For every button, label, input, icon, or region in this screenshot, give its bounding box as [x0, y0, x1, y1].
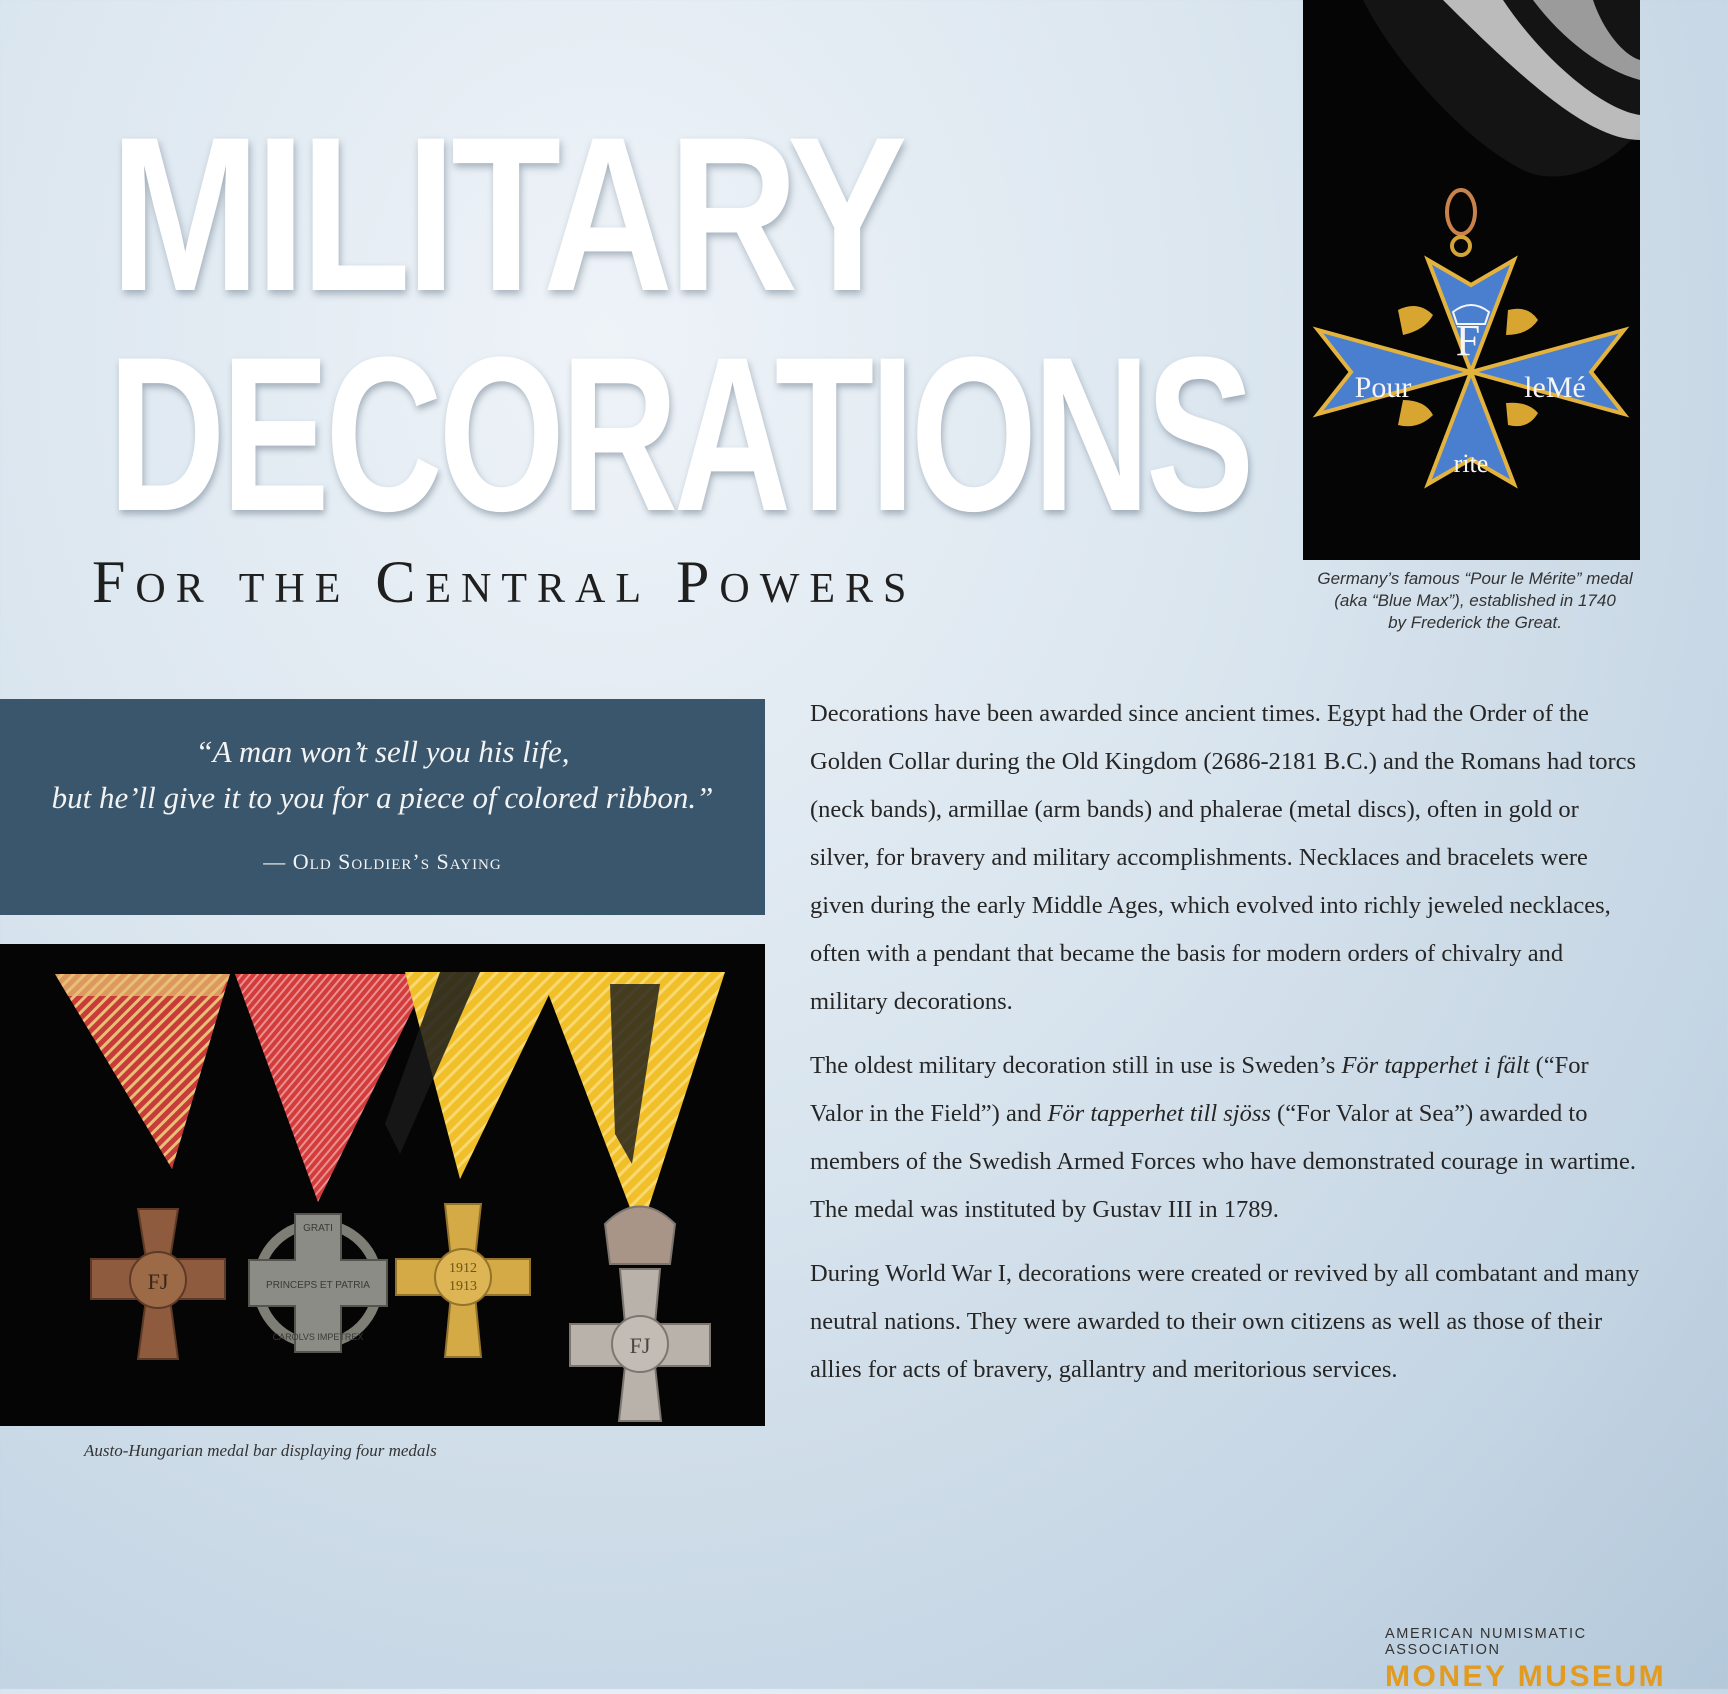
medal3-year-b: 1913 — [449, 1279, 477, 1294]
pour-le-merite-photo — [1303, 0, 1640, 560]
medal1-monogram: FJ — [147, 1269, 169, 1294]
paragraph-3: During World War I, decorations were created or revived by all combatant and many neutral nations. They were awarded to their own citizens as well as those of their allies for acts of bravery, gallantry and meritorious services. — [810, 1260, 1640, 1383]
medal-bar-illustration — [0, 944, 765, 1426]
body-text — [810, 690, 1640, 1410]
medal-text-right: leMé — [1524, 371, 1586, 404]
money-museum-logo — [1385, 1626, 1670, 1694]
pour-le-merite-caption: Germany’s famous “Pour le Mérite” medal (aka “Blue Max”), established in 1740 by Frederick the Great. — [1317, 569, 1633, 632]
logo-association-text: AMERICAN NUMISMATIC ASSOCIATION — [1385, 1626, 1587, 1658]
quote-attribution: — Old Soldier’s Saying — [263, 849, 502, 874]
paragraph-1: Decorations have been awarded since ancient times. Egypt had the Order of the Golden Collar during the Old Kingdom (2686-2181 B.C.) and the Romans had torcs (neck bands), armillae (arm bands) and phalerae (metal discs), often in gold or silver, for bravery and military accomplishments. Necklaces and bracelets were given during the early Middle Ages, which evolved into richly jeweled necklaces, often with a pendant that became the basis for modern orders of chivalry and military decorations. — [810, 700, 1637, 1015]
medal-bar-caption: Austo-Hungarian medal bar displaying four medals — [84, 1441, 437, 1460]
pour-le-merite-medal-illustration — [1303, 0, 1640, 560]
medal2-mid-text: PRINCEPS ET PATRIA — [266, 1280, 370, 1291]
medal-bar-photo — [0, 944, 765, 1426]
quote-box — [0, 699, 765, 915]
logo-museum-text: MONEY MUSEUM — [1385, 1660, 1667, 1693]
medal3-year-a: 1912 — [449, 1261, 477, 1276]
medal-text-top: F — [1455, 316, 1481, 365]
title-line-2: DECORATIONS — [108, 311, 1251, 557]
medal-text-bottom: rite — [1453, 449, 1489, 478]
quote-text: “A man won’t sell you his life, but he’ll give it to you for a piece of colored ribbon.” — [51, 734, 714, 815]
medal2-bottom-text: CAROLVS IMPETREX — [272, 1332, 364, 1342]
medal2-top-text: GRATI — [303, 1223, 333, 1234]
subtitle: For the Central Powers — [92, 549, 917, 615]
title-line-1: MILITARY — [110, 91, 903, 337]
medal4-monogram: FJ — [629, 1333, 651, 1358]
medal-text-left: Pour — [1354, 371, 1412, 404]
paragraph-2: The oldest military decoration still in use is Sweden’s För tapperhet i fält (“For Valor in the Field”) and För tapperhet till sjöss (“For Valor at Sea”) awarded to members of the Swedish Armed Forces who have demonstrated courage in wartime. The medal was instituted by Gustav III in 1789. — [810, 1052, 1636, 1223]
